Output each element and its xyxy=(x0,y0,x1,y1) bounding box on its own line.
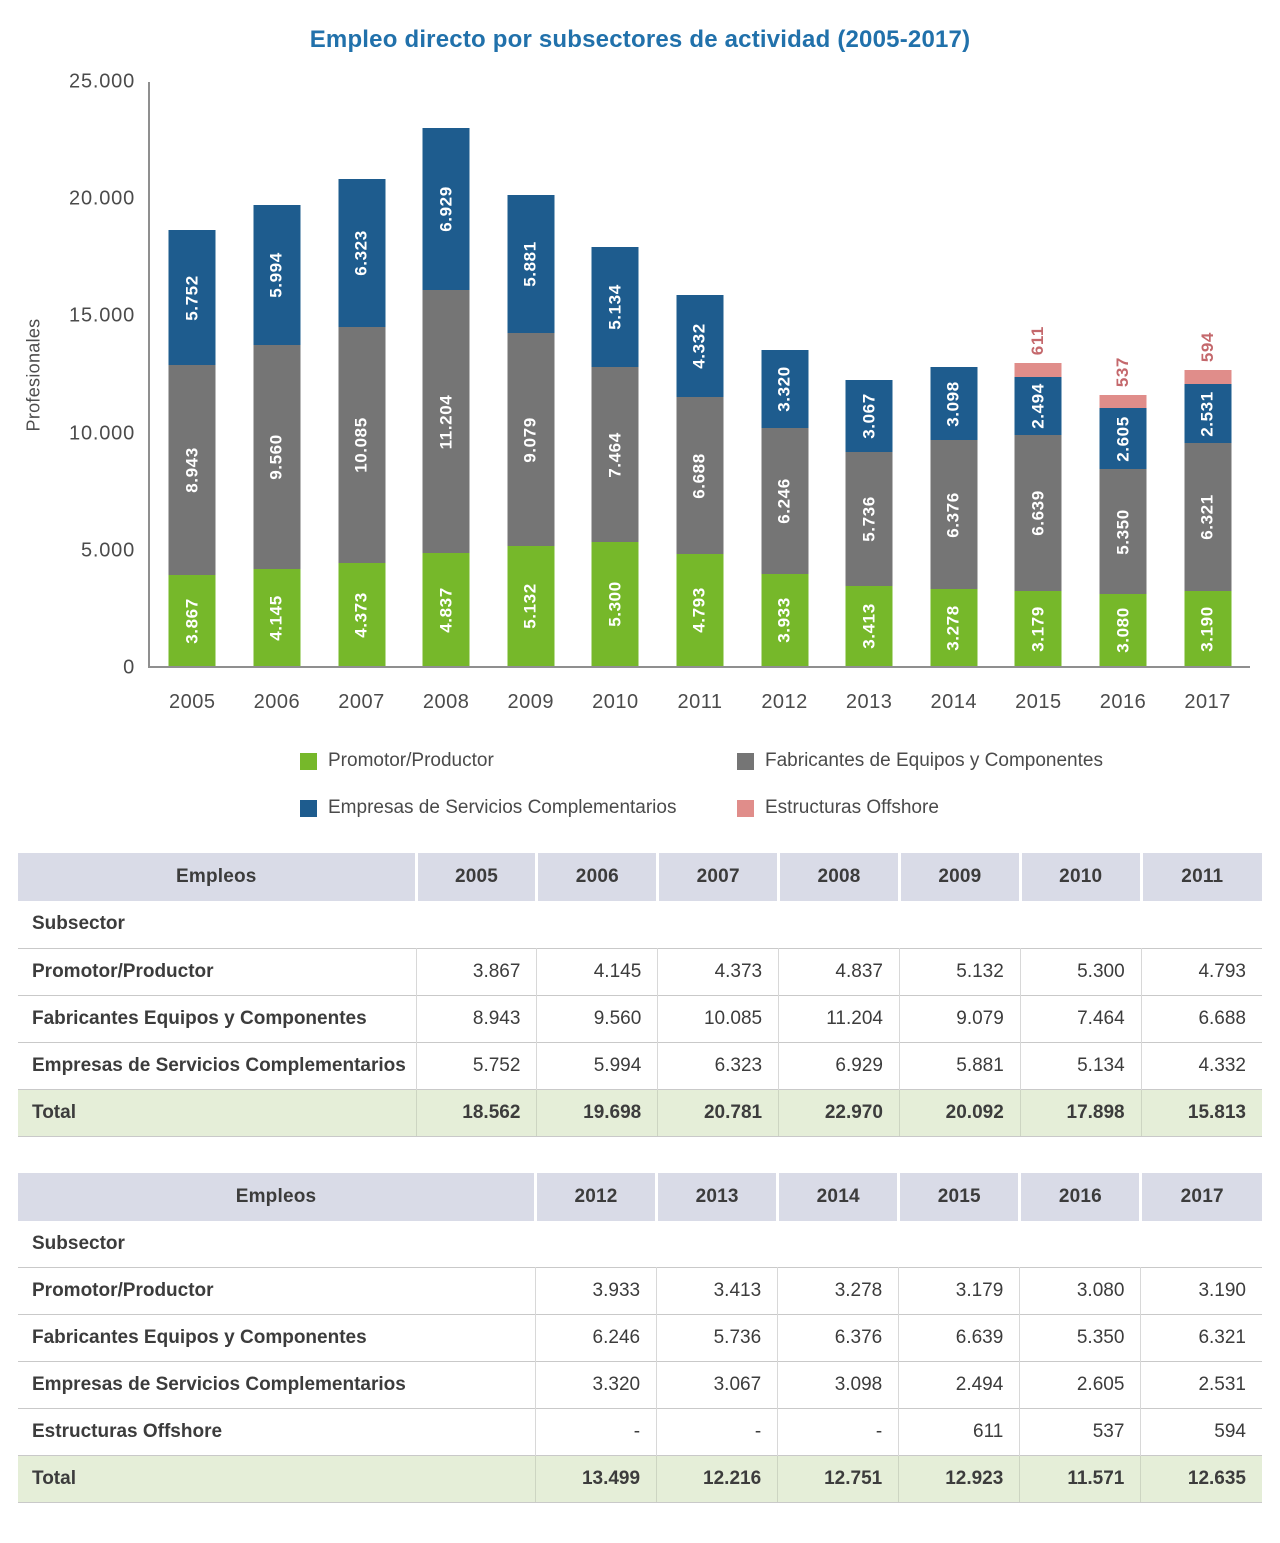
value-cell: 4.837 xyxy=(779,948,900,995)
table-row xyxy=(18,1362,1262,1409)
segment-value-label: 4.145 xyxy=(266,594,286,641)
total-label: Total xyxy=(18,1456,536,1503)
table-header-cell: 2015 xyxy=(899,1173,1020,1221)
bar-segment xyxy=(1184,443,1231,591)
x-tick-label: 2010 xyxy=(592,691,639,713)
segment-value-label: 4.793 xyxy=(689,587,709,633)
offshore-swatch xyxy=(737,800,754,817)
y-tick-label: 0 xyxy=(123,656,135,679)
value-cell: 9.560 xyxy=(537,995,658,1042)
x-tick-label: 2009 xyxy=(507,691,554,713)
value-cell: 4.373 xyxy=(658,948,779,995)
segment-value-label: 5.881 xyxy=(520,241,540,287)
table-header-cell: 2009 xyxy=(899,853,1020,901)
segment-value-label: 10.085 xyxy=(351,417,371,473)
segment-value-label: 3.179 xyxy=(1028,605,1048,652)
value-cell: 3.067 xyxy=(657,1362,778,1409)
table-row xyxy=(18,1042,1262,1089)
segment-value-label: 3.067 xyxy=(859,393,879,439)
bar-segment xyxy=(507,546,554,666)
table-header-cell: 2017 xyxy=(1141,1173,1262,1221)
bar-segment xyxy=(930,367,977,440)
y-tick-label: 5.000 xyxy=(80,539,135,562)
stacked-bar xyxy=(846,380,893,666)
bar-segment xyxy=(592,247,639,367)
row-label: Empresas de Servicios Complementarios xyxy=(18,1042,416,1089)
table-total-row xyxy=(18,1456,1262,1503)
table-row xyxy=(18,1315,1262,1362)
bar-segment xyxy=(592,367,639,542)
bar-segment xyxy=(1184,370,1231,384)
value-cell: 5.994 xyxy=(537,1042,658,1089)
bar-segment xyxy=(761,350,808,428)
segment-value-label: 6.376 xyxy=(943,491,963,538)
table-header-cell: 2013 xyxy=(657,1173,778,1221)
total-value-cell: 20.781 xyxy=(658,1089,779,1136)
segment-value-label: 6.929 xyxy=(436,186,456,232)
bar-group-2005 xyxy=(150,82,235,713)
y-axis-label: Profesionales xyxy=(23,318,44,432)
value-cell: 3.098 xyxy=(778,1362,899,1409)
table-empleos-2012-2017 xyxy=(18,1173,1262,1504)
total-value-cell: 12.751 xyxy=(778,1456,899,1503)
segment-value-label: 4.332 xyxy=(689,323,709,369)
segment-value-label: 7.464 xyxy=(605,431,625,478)
value-cell: 3.413 xyxy=(657,1268,778,1315)
bar-segment xyxy=(1015,591,1062,666)
segment-value-label: 6.323 xyxy=(351,230,371,276)
total-value-cell: 12.216 xyxy=(657,1456,778,1503)
offshore-value-label: 594 xyxy=(1197,331,1217,362)
segment-value-label: 6.246 xyxy=(774,478,794,524)
stacked-bar xyxy=(592,247,639,666)
fabricantes-swatch xyxy=(737,753,754,770)
value-cell: 4.793 xyxy=(1141,948,1262,995)
total-value-cell: 13.499 xyxy=(536,1456,657,1503)
bar-segment xyxy=(423,290,470,553)
row-label: Promotor/Productor xyxy=(18,948,416,995)
segment-value-label: 2.494 xyxy=(1028,383,1048,429)
plot-area xyxy=(148,82,1250,713)
value-cell: 594 xyxy=(1141,1409,1262,1456)
total-value-cell: 20.092 xyxy=(899,1089,1020,1136)
bar-segment xyxy=(507,195,554,333)
table-total-row xyxy=(18,1089,1262,1136)
legend-label: Fabricantes de Equipos y Componentes xyxy=(765,750,1103,771)
bar-group-2007 xyxy=(319,82,404,713)
segment-value-label: 11.204 xyxy=(436,394,456,449)
offshore-value-label: 611 xyxy=(1028,325,1048,355)
value-cell: 611 xyxy=(899,1409,1020,1456)
value-cell: 5.300 xyxy=(1020,948,1141,995)
bar-segment xyxy=(1100,594,1147,666)
bar-segment xyxy=(846,380,893,452)
value-cell: 3.933 xyxy=(536,1268,657,1315)
value-cell: 10.085 xyxy=(658,995,779,1042)
segment-value-label: 3.190 xyxy=(1197,605,1217,652)
bar-segment xyxy=(169,365,216,575)
total-value-cell: 22.970 xyxy=(779,1089,900,1136)
segment-value-label: 8.943 xyxy=(182,447,202,493)
row-label: Promotor/Productor xyxy=(18,1268,536,1315)
bar-group-2008 xyxy=(404,82,489,713)
table-header-cell: Empleos xyxy=(18,853,416,901)
bar-group-2014 xyxy=(911,82,996,713)
table-header-row xyxy=(18,1173,1262,1221)
table-row xyxy=(18,1409,1262,1456)
value-cell: 2.531 xyxy=(1141,1362,1262,1409)
segment-value-label: 3.098 xyxy=(943,380,963,427)
page xyxy=(0,26,1280,1503)
bar-segment xyxy=(1015,435,1062,591)
promotor-swatch xyxy=(300,753,317,770)
value-cell: 6.929 xyxy=(779,1042,900,1089)
stacked-bar-chart xyxy=(0,70,1280,722)
table-header-cell: 2008 xyxy=(779,853,900,901)
stacked-bar xyxy=(253,205,300,666)
total-value-cell: 18.562 xyxy=(416,1089,537,1136)
bar-segment xyxy=(253,569,300,666)
value-cell: 6.323 xyxy=(658,1042,779,1089)
legend-item xyxy=(737,797,1280,819)
bar-segment xyxy=(1015,377,1062,435)
value-cell: 3.320 xyxy=(536,1362,657,1409)
bar-group-2011 xyxy=(658,82,743,713)
table-empleos-2005-2011 xyxy=(18,853,1262,1137)
segment-value-label: 9.560 xyxy=(266,434,286,480)
bar-group-2017 xyxy=(1165,82,1250,713)
total-value-cell: 19.698 xyxy=(537,1089,658,1136)
x-tick-label: 2012 xyxy=(761,691,808,713)
x-tick-label: 2006 xyxy=(253,691,301,713)
stacked-bar xyxy=(676,295,723,666)
bar-segment xyxy=(676,295,723,397)
chart-legend xyxy=(300,750,1280,819)
x-tick-label: 2014 xyxy=(930,691,978,713)
total-value-cell: 11.571 xyxy=(1020,1456,1141,1503)
value-cell: 5.881 xyxy=(899,1042,1020,1089)
bar-group-2016 xyxy=(1081,82,1166,713)
x-tick-label: 2013 xyxy=(845,691,893,713)
bar-segment xyxy=(338,327,385,563)
legend-label: Promotor/Productor xyxy=(328,750,494,771)
value-cell: 4.145 xyxy=(537,948,658,995)
value-cell: 3.080 xyxy=(1020,1268,1141,1315)
section-label: Subsector xyxy=(32,913,125,935)
row-label: Estructuras Offshore xyxy=(18,1409,536,1456)
bar-group-2013 xyxy=(827,82,912,713)
segment-value-label: 6.321 xyxy=(1197,494,1217,540)
segment-value-label: 5.752 xyxy=(182,274,202,321)
row-label: Fabricantes Equipos y Componentes xyxy=(18,1315,536,1362)
legend-item xyxy=(300,750,737,772)
value-cell: 3.867 xyxy=(416,948,537,995)
value-cell: - xyxy=(778,1409,899,1456)
bar-segment xyxy=(846,452,893,586)
legend-label: Empresas de Servicios Complementarios xyxy=(328,797,677,818)
bar-group-2012 xyxy=(742,82,827,713)
value-cell: 11.204 xyxy=(779,995,900,1042)
segment-value-label: 5.994 xyxy=(266,252,286,298)
bar-segment xyxy=(423,128,470,290)
chart-title: Empleo directo por subsectores de actividad (2005-2017) xyxy=(309,26,971,53)
legend-item xyxy=(737,750,1280,772)
segment-value-label: 2.531 xyxy=(1197,390,1217,437)
value-cell: - xyxy=(536,1409,657,1456)
bar-group-2009 xyxy=(488,82,573,713)
table-section-row xyxy=(18,1221,1262,1268)
value-cell: 5.350 xyxy=(1020,1315,1141,1362)
x-tick-label: 2011 xyxy=(677,691,723,713)
y-axis-ticks xyxy=(0,70,135,679)
value-cell: 6.321 xyxy=(1141,1315,1262,1362)
table-row xyxy=(18,1268,1262,1315)
total-value-cell: 12.635 xyxy=(1141,1456,1262,1503)
total-value-cell: 17.898 xyxy=(1020,1089,1141,1136)
stacked-bar xyxy=(1100,395,1147,666)
value-cell: 3.190 xyxy=(1141,1268,1262,1315)
stacked-bar xyxy=(507,195,554,666)
table-header-cell: 2005 xyxy=(416,853,537,901)
bar-segment xyxy=(846,586,893,666)
y-tick-label: 20.000 xyxy=(69,187,135,210)
bar-segment xyxy=(761,428,808,574)
value-cell: - xyxy=(657,1409,778,1456)
stacked-bar xyxy=(1184,370,1231,666)
x-tick-label: 2007 xyxy=(338,691,385,713)
segment-value-label: 2.605 xyxy=(1113,415,1132,462)
bar-segment xyxy=(338,179,385,327)
table-header-cell: 2011 xyxy=(1141,853,1262,901)
row-label: Empresas de Servicios Complementarios xyxy=(18,1362,536,1409)
bar-segment xyxy=(592,542,639,666)
segment-value-label: 5.134 xyxy=(605,284,625,330)
bar-segment xyxy=(676,397,723,554)
value-cell: 6.688 xyxy=(1141,995,1262,1042)
table-row xyxy=(18,995,1262,1042)
table-header-cell: 2007 xyxy=(658,853,779,901)
table-row xyxy=(18,948,1262,995)
bar-segment xyxy=(1184,591,1231,666)
value-cell: 2.605 xyxy=(1020,1362,1141,1409)
value-cell: 2.494 xyxy=(899,1362,1020,1409)
bar-segment xyxy=(930,440,977,589)
bar-segment xyxy=(253,345,300,569)
y-tick-label: 10.000 xyxy=(69,422,135,445)
legend-label: Estructuras Offshore xyxy=(765,797,939,818)
table-header-cell: 2016 xyxy=(1020,1173,1141,1221)
segment-value-label: 5.350 xyxy=(1113,508,1132,555)
bar-segment xyxy=(1100,469,1147,594)
table-header-cell: 2006 xyxy=(537,853,658,901)
x-tick-label: 2016 xyxy=(1099,691,1147,713)
segment-value-label: 4.373 xyxy=(351,591,371,638)
section-label: Subsector xyxy=(32,1232,125,1254)
segment-value-label: 3.278 xyxy=(943,604,963,651)
offshore-value-label: 537 xyxy=(1113,356,1132,387)
stacked-bar xyxy=(761,350,808,666)
segment-value-label: 6.688 xyxy=(689,452,709,499)
bar-segment xyxy=(1100,408,1147,469)
segment-value-label: 5.736 xyxy=(859,496,879,542)
value-cell: 9.079 xyxy=(899,995,1020,1042)
bar-segment xyxy=(1015,363,1062,377)
total-label: Total xyxy=(18,1089,416,1136)
bar-segment xyxy=(169,230,216,365)
x-tick-label: 2017 xyxy=(1184,691,1231,713)
segment-value-label: 5.132 xyxy=(520,583,540,629)
bar-group-2006 xyxy=(235,82,320,713)
value-cell: 6.639 xyxy=(899,1315,1020,1362)
y-tick-label: 25.000 xyxy=(69,70,135,93)
segment-value-label: 3.320 xyxy=(774,366,794,412)
bar-segment xyxy=(761,574,808,666)
segment-value-label: 3.413 xyxy=(859,603,879,649)
total-value-cell: 12.923 xyxy=(899,1456,1020,1503)
bar-segment xyxy=(253,205,300,345)
x-tick-label: 2015 xyxy=(1015,691,1062,713)
bar-group-2010 xyxy=(573,82,658,713)
segment-value-label: 6.639 xyxy=(1028,490,1048,536)
value-cell: 5.752 xyxy=(416,1042,537,1089)
table-wrap-1 xyxy=(18,853,1262,1137)
value-cell: 4.332 xyxy=(1141,1042,1262,1089)
stacked-bar xyxy=(1015,363,1062,666)
value-cell: 3.179 xyxy=(899,1268,1020,1315)
value-cell: 5.132 xyxy=(899,948,1020,995)
bar-segment xyxy=(338,563,385,666)
bar-segment xyxy=(169,575,216,666)
bar-segment xyxy=(1184,384,1231,443)
segment-value-label: 3.867 xyxy=(182,597,202,644)
value-cell: 537 xyxy=(1020,1409,1141,1456)
stacked-bar xyxy=(338,179,385,666)
table-wrap-2 xyxy=(18,1173,1262,1504)
segment-value-label: 3.080 xyxy=(1113,607,1132,653)
segment-value-label: 5.300 xyxy=(605,581,625,627)
bar-segment xyxy=(1100,395,1147,408)
stacked-bar xyxy=(930,367,977,666)
value-cell: 3.278 xyxy=(778,1268,899,1315)
table-header-cell: 2010 xyxy=(1020,853,1141,901)
stacked-bar xyxy=(423,128,470,666)
segment-value-label: 9.079 xyxy=(520,416,540,463)
legend-item xyxy=(300,797,737,819)
bar-group-2015 xyxy=(996,82,1081,713)
stacked-bar xyxy=(169,230,216,666)
value-cell: 8.943 xyxy=(416,995,537,1042)
bar-segment xyxy=(507,333,554,546)
segment-value-label: 4.837 xyxy=(436,586,456,633)
total-value-cell: 15.813 xyxy=(1141,1089,1262,1136)
table-header-cell: 2014 xyxy=(778,1173,899,1221)
table-section-row xyxy=(18,901,1262,948)
y-tick-label: 15.000 xyxy=(69,304,135,327)
row-label: Fabricantes Equipos y Componentes xyxy=(18,995,416,1042)
value-cell: 7.464 xyxy=(1020,995,1141,1042)
servicios-swatch xyxy=(300,800,317,817)
bar-segment xyxy=(423,553,470,666)
table-header-row xyxy=(18,853,1262,901)
segment-value-label: 3.933 xyxy=(774,597,794,643)
bar-segment xyxy=(930,589,977,666)
table-header-cell: 2012 xyxy=(536,1173,657,1221)
value-cell: 5.134 xyxy=(1020,1042,1141,1089)
table-header-cell: Empleos xyxy=(18,1173,536,1221)
x-tick-label: 2005 xyxy=(169,691,216,713)
value-cell: 6.376 xyxy=(778,1315,899,1362)
value-cell: 5.736 xyxy=(657,1315,778,1362)
value-cell: 6.246 xyxy=(536,1315,657,1362)
bar-segment xyxy=(676,554,723,666)
x-tick-label: 2008 xyxy=(422,691,470,713)
